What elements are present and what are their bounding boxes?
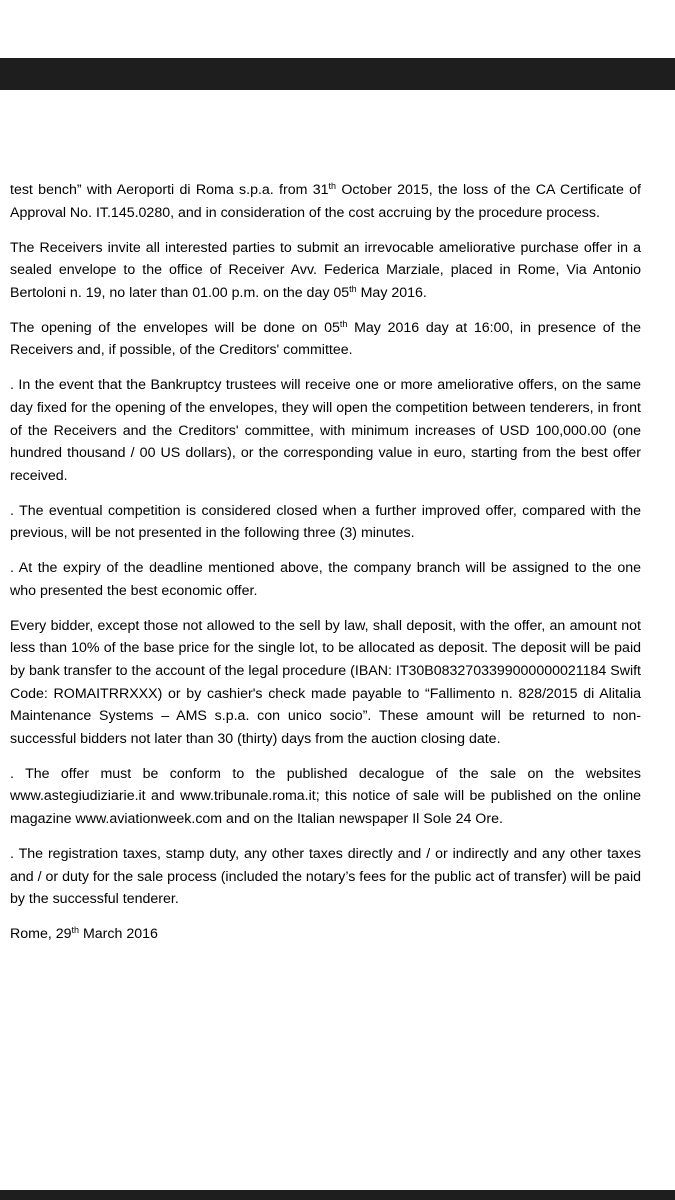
ordinal-suffix: th <box>349 283 357 294</box>
ordinal-suffix: th <box>71 925 80 936</box>
text-run: The opening of the envelopes will be done on 05 <box>10 319 340 336</box>
paragraph-test-bench <box>10 179 641 224</box>
paragraph-receivers-invite <box>10 237 641 305</box>
text-run: May 2016. <box>356 284 427 301</box>
viewer-top-bar <box>0 58 675 90</box>
paragraph-ameliorative-offers: . In the event that the Bankruptcy trustees will receive one or more ameliorative offers, on the same day fixed for the opening of the envelopes, they will open the competition between tenderers, in front of the Receivers and the Creditors' committee, with minimum increases of USD 100,000.00 (one hundred thousand / 00 US dollars), or the corresponding value in euro, starting from the best offer received. <box>10 377 641 484</box>
paragraph-deadline-expiry: . At the expiry of the deadline mentioned above, the company branch will be assigned to the one who presented the best economic offer. <box>10 560 641 599</box>
document-page <box>10 179 641 958</box>
document-date-line <box>10 923 641 946</box>
paragraph-registration-taxes: . The registration taxes, stamp duty, any other taxes directly and / or indirectly and any other taxes and / or duty for the sale process (included the notary’s fees for the public act of transfer) will be paid by the successful tenderer. <box>10 845 641 908</box>
paragraph-competition-closed: . The eventual competition is considered closed when a further improved offer, compared with the previous, will be not presented in the following three (3) minutes. <box>10 502 641 542</box>
text-run: March 2016 <box>79 926 158 943</box>
text-run: test bench” with Aeroporti di Roma s.p.a. from 31 <box>10 182 329 198</box>
paragraph-deposit: Every bidder, except those not allowed to the sell by law, shall deposit, with the offer, an amount not less than 10% of the base price for the single lot, to be allocated as deposit. The deposit will be paid by bank transfer to the account of the legal procedure (IBAN: IT30B0832703399000000021184 Swift Code: ROMAITRRXXX) or by cashier's check made payable to “Fallimento n. 828/2015 di Alitalia Maintenance Systems – AMS s.p.a. con unico socio”. These amount will be returned to non-successful bidders not later than 30 (thirty) days from the auction closing date. <box>10 617 641 747</box>
text-run: May 2016 day at 16:00, in presence of the Receivers and, if possible, of the Creditors' committee. <box>10 319 642 359</box>
viewer-bottom-bar <box>0 1190 675 1200</box>
text-run: Rome, 29 <box>10 926 72 943</box>
text-run: October 2015, the loss of the CA Certificate of Approval No. IT.145.0280, and in consideration of the cost accruing by the procedure process. <box>10 182 641 221</box>
paragraph-decalogue: . The offer must be conform to the published decalogue of the sale on the websites www.astegiudiziarie.it and www.tribunale.roma.it; this notice of sale will be published on the online magazine www.aviationweek.com and on the Italian newspaper Il Sole 24 Ore. <box>10 765 641 827</box>
ordinal-suffix: th <box>328 181 337 191</box>
paragraph-opening-envelopes <box>10 317 641 362</box>
text-run: The Receivers invite all interested parties to submit an irrevocable ameliorative purchase offer in a sealed envelope to the office of Receiver Avv. Federica Marziale, placed in Rome, Via Antonio Bertoloni n. 19, no later than 01.00 p.m. on the day 05 <box>10 239 641 301</box>
ordinal-suffix: th <box>339 318 348 329</box>
